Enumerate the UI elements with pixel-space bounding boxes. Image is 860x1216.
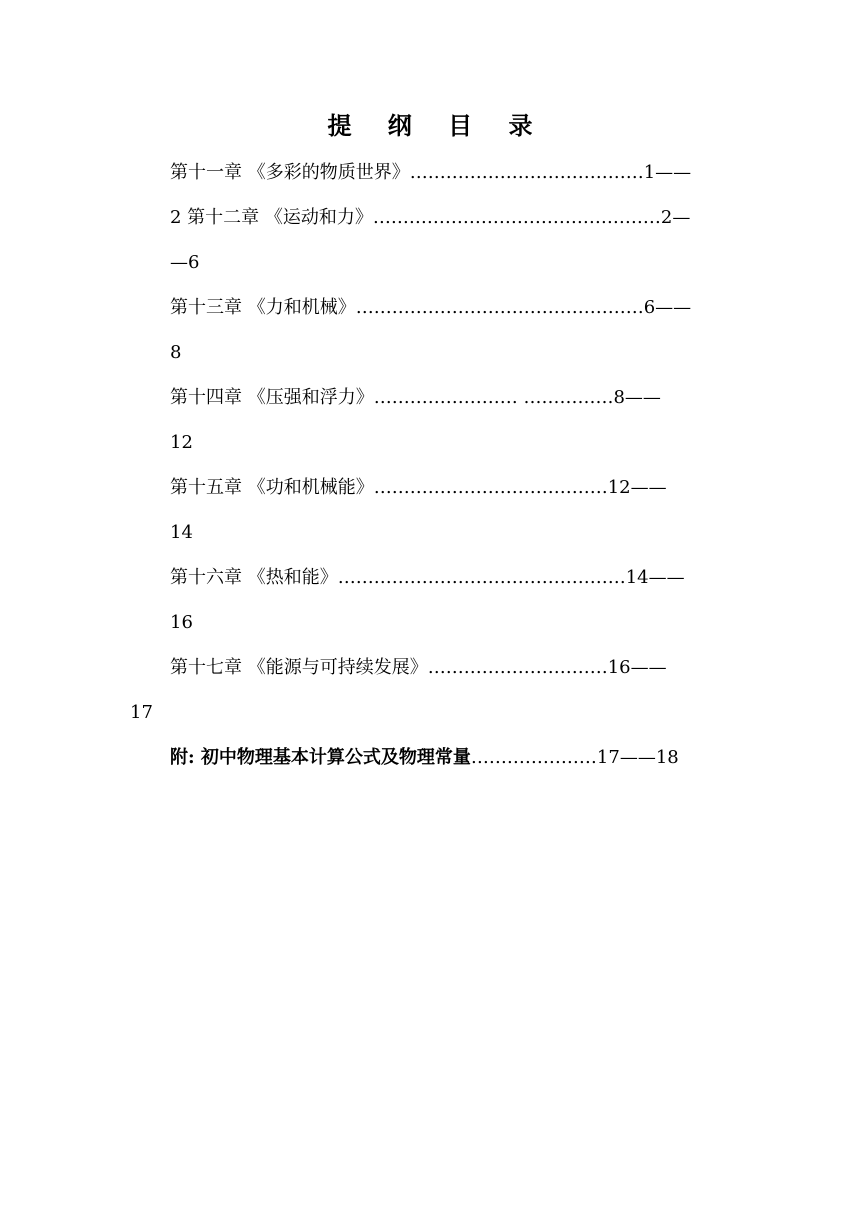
toc-entry-ch15: 第十五章 《功和机械能》…………………………………12—— bbox=[170, 477, 667, 498]
appendix-pages: …………………17——18 bbox=[470, 747, 679, 768]
toc-entry-ch12-cont: —6 bbox=[170, 252, 200, 273]
toc-entry-ch12: 2 第十二章 《运动和力》…………………………………………2— bbox=[170, 207, 691, 228]
toc-entry-ch16-cont: 16 bbox=[170, 612, 193, 633]
toc-entry-ch16: 第十六章 《热和能》…………………………………………14—— bbox=[170, 567, 685, 588]
toc-entry-ch14-cont: 12 bbox=[170, 432, 193, 453]
toc-entry-ch17: 第十七章 《能源与可持续发展》…………………………16—— bbox=[170, 657, 667, 678]
toc-entry-ch14: 第十四章 《压强和浮力》…………………… ……………8—— bbox=[170, 387, 661, 408]
toc-entry-appendix bbox=[170, 743, 679, 773]
toc-entry-ch11: 第十一章 《多彩的物质世界》…………………………………1—— bbox=[170, 162, 692, 183]
toc-entry-ch13: 第十三章 《力和机械》…………………………………………6—— bbox=[170, 297, 692, 318]
appendix-label: 附: 初中物理基本计算公式及物理常量 bbox=[170, 747, 471, 768]
toc-title: 提 纲 目 录 bbox=[327, 112, 547, 140]
toc-entry-ch13-cont: 8 bbox=[170, 342, 182, 363]
toc-entry-ch15-cont: 14 bbox=[170, 522, 193, 543]
toc-entry-ch17-cont: 17 bbox=[130, 702, 153, 723]
